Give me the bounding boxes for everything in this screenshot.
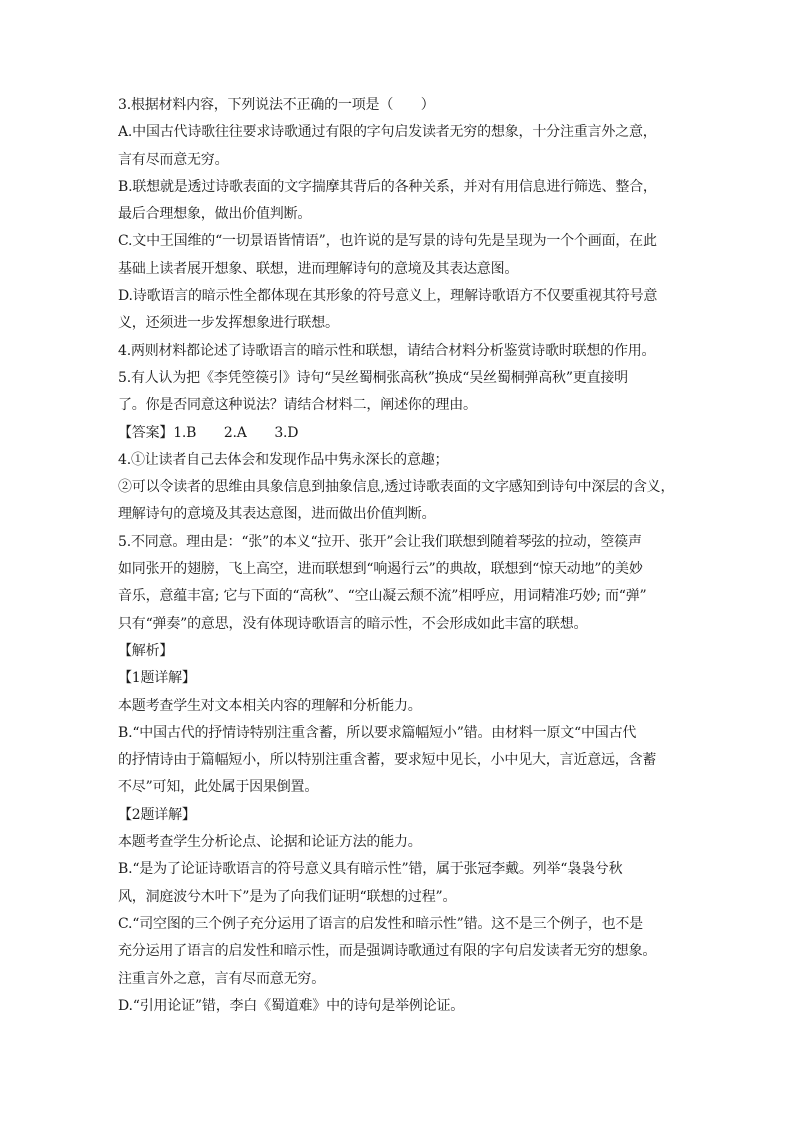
option-a-line-2: 言有尽而意无穷。 [118, 151, 229, 168]
answer-4-point-1: 4.①让读者自己去体会和发现作品中隽永深长的意趣； [118, 451, 449, 468]
answer-5-line-4: 只有“弹奏”的意思，没有体现诗歌语言的暗示性，不会形成如此丰富的联想。 [118, 615, 588, 632]
answer-5-line-3: 音乐，意蕴丰富; 它与下面的“高秋”、“空山凝云颓不流”相呼应，用词精准巧妙; 而“弹” [118, 588, 647, 605]
question-5-line-1: 5.有人认为把《李凭箜篌引》诗句“吴丝蜀桐张高秋”换成“吴丝蜀桐弹高秋”更直接明 [118, 369, 628, 386]
detail-1-heading: 【1题详解】 [118, 670, 196, 687]
answer-5-line-2: 如同张开的翅膀，飞上高空，进而联想到“响遏行云”的典故，联想到“惊天动地”的美妙 [118, 561, 643, 578]
option-b-line-1: B.联想就是透过诗歌表面的文字揣摩其背后的各种关系，并对有用信息进行筛选、整合， [118, 178, 657, 195]
question-3-stem: 3.根据材料内容，下列说法不正确的一项是（ ） [118, 97, 435, 113]
option-a-line-1: A.中国古代诗歌往往要求诗歌通过有限的字句启发读者无穷的想象，十分注重言外之意， [118, 124, 657, 141]
detail-2-b-line-2: 风，洞庭波兮木叶下”是为了向我们证明“联想的过程”。 [118, 888, 457, 905]
detail-2-c-line-1: C.“司空图的三个例子充分运用了语言的启发性和暗示性”错。这不是三个例子，也不是 [118, 915, 643, 932]
answer-4-point-2-line-1: ②可以令读者的思维由具象信息到抽象信息,透过诗歌表面的文字感知到诗句中深层的含义， [118, 479, 675, 496]
detail-1-b-line-1: B.“中国古代的抒情诗特别注重含蓄，所以要求篇幅短小”错。由材料一原文“中国古代 [118, 724, 637, 741]
detail-2-c-line-3: 注重言外之意，言有尽而意无穷。 [118, 970, 325, 987]
answer-heading: 【答案】1.B 2.A 3.D [118, 424, 299, 441]
question-5-line-2: 了。你是否同意这种说法？请结合材料二，阐述你的理由。 [118, 397, 477, 414]
detail-1-b-line-2: 的抒情诗由于篇幅短小，所以特别注重含蓄，要求短中见长，小中见大，言近意远，含蓄 [118, 752, 657, 769]
option-c-line-2: 基础上读者展开想象、联想，进而理解诗句的意境及其表达意图。 [118, 260, 519, 277]
answer-4-point-2-line-2: 理解诗句的意境及其表达意图，进而做出价值判断。 [118, 506, 436, 523]
detail-2-intro: 本题考查学生分析论点、论据和论证方法的能力。 [118, 834, 422, 851]
detail-2-b-line-1: B.“是为了论证诗歌语言的符号意义具有暗示性”错，属于张冠李戴。列举“袅袅兮秋 [118, 861, 623, 878]
option-b-line-2: 最后合理想象，做出价值判断。 [118, 206, 312, 223]
detail-2-heading: 【2题详解】 [118, 806, 196, 823]
option-d-line-1: D.诗歌语言的暗示性全都体现在其形象的符号意义上，理解诗歌语方不仅要重视其符号意 [118, 288, 658, 305]
detail-1-b-line-3: 不尽”可知，此处属于因果倒置。 [118, 779, 319, 796]
detail-2-d-line-1: D.“引用论证”错，李白《蜀道难》中的诗句是举例论证。 [118, 997, 465, 1014]
option-c-line-1: C.文中王国维的“一切景语皆情语”，也许说的是写景的诗句先是呈现为一个个画面，在此 [118, 233, 657, 250]
detail-1-intro: 本题考查学生对文本相关内容的理解和分析能力。 [118, 697, 422, 714]
detail-2-c-line-2: 充分运用了语言的启发性和暗示性，而是强调诗歌通过有限的字句启发读者无穷的想象。 [118, 943, 657, 960]
answer-5-line-1: 5.不同意。理由是：“张”的本义“拉开、张开”会让我们联想到随着琴弦的拉动，箜篌声 [118, 533, 642, 550]
option-d-line-2: 义，还须进一步发挥想象进行联想。 [118, 315, 339, 332]
document-page [118, 92, 688, 1020]
analysis-heading: 【解析】 [118, 642, 174, 659]
question-4: 4.两则材料都论述了诗歌语言的暗示性和联想，请结合材料分析鉴赏诗歌时联想的作用。 [118, 342, 656, 359]
